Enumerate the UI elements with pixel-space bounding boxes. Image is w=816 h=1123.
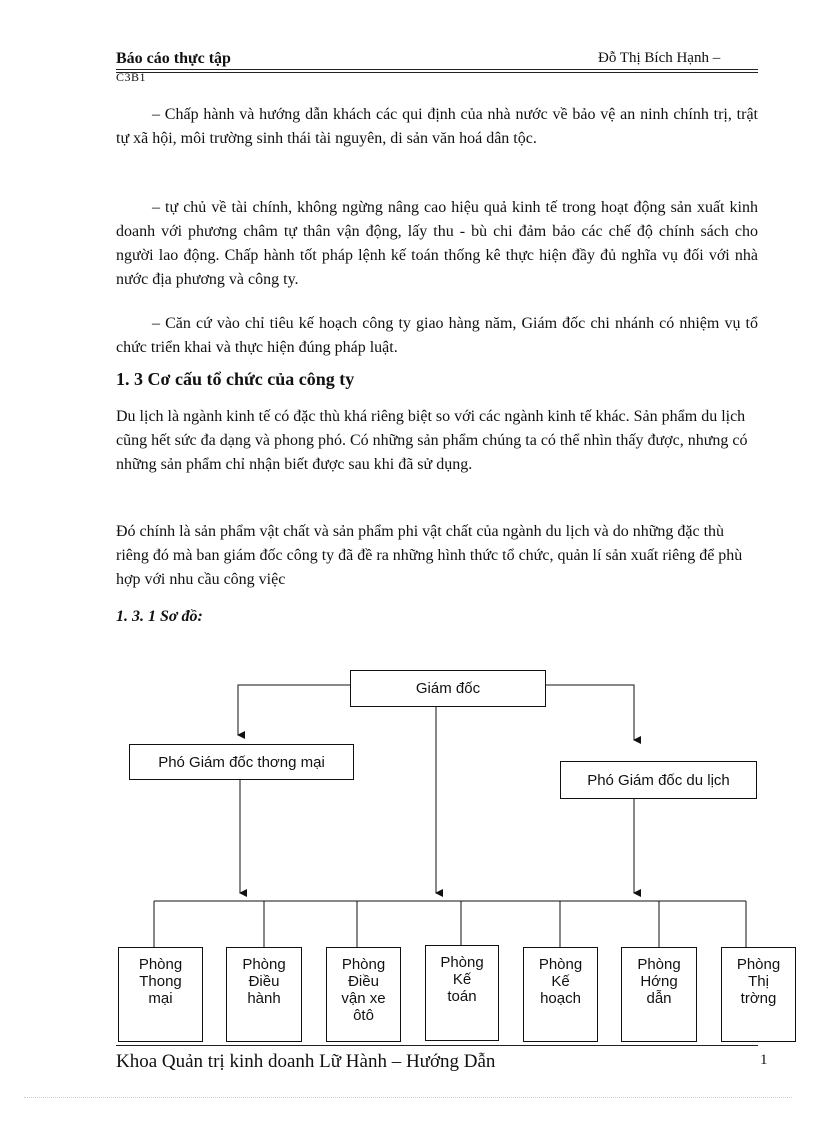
paragraph-2: – tự chủ về tài chính, không ngừng nâng cao hiệu quả kinh tế trong hoạt động sản xuất kinh doanh với phương châm tự thân vận động, lấy thu - bù chi đảm bảo các chế độ chính sách cho người lao động. Chấp hành tốt pháp lệnh kế toán thống kê thực hiện đầy đủ nghĩa vụ đối với nhà nước địa phương và công ty. (116, 199, 758, 288)
subsection-title: 1. 3. 1 Sơ đồ: (116, 608, 203, 625)
header-author: Đỗ Thị Bích Hạnh – (598, 50, 721, 66)
header-title: Báo cáo thực tập (116, 50, 231, 67)
paragraph-4: Du lịch là ngành kinh tế có đặc thù khá riêng biệt so với các ngành kinh tế khác. Sản phẩm du lịch cũng hết sức đa dạng và phong phó. Có những sản phẩm chúng ta có thể nhìn thấy được, nhưng có những sản phẩm chỉ nhận biết được sau khi đã sử dụng. (116, 408, 748, 473)
footer-text: Khoa Quản trị kinh doanh Lữ Hành – Hướng Dẫn (116, 1051, 496, 1072)
connector-director-to-deputy-tourism (546, 685, 634, 740)
org-box-dept-planning: Phòng Kế hoạch (523, 947, 598, 1042)
paragraph-1: – Chấp hành và hướng dẫn khách các qui định của nhà nước về bảo vệ an ninh chính trị, trật tự xã hội, môi trường sinh thái tài nguyên, di sản văn hoá dân tộc. (116, 106, 758, 147)
paragraph-5: Đó chính là sản phẩm vật chất và sản phẩm phi vật chất của ngành du lịch và do những đặc thù riêng đó mà ban giám đốc công ty đã đề ra những hình thức tổ chức, quản lí sản xuất riêng để phù hợp với nhu cầu công việc (116, 523, 743, 588)
connector-director-to-deputy-trade (238, 685, 350, 735)
org-box-director: Giám đốc (350, 670, 546, 707)
section-title: 1. 3 Cơ cấu tổ chức của công ty (116, 369, 355, 389)
header-class-code: C3B1 (116, 70, 147, 84)
org-box-deputy-trade: Phó Giám đốc thơng mại (129, 744, 354, 780)
page-bottom-dotted-line (24, 1097, 792, 1098)
org-box-deputy-tourism: Phó Giám đốc du lịch (560, 761, 757, 799)
org-box-dept-accounting: Phòng Kế toán (425, 945, 499, 1041)
org-box-dept-operations: Phòng Điều hành (226, 947, 302, 1042)
footer-rule (116, 1045, 758, 1046)
page-number: 1 (760, 1052, 768, 1068)
org-box-dept-market: Phòng Thị trờng (721, 947, 796, 1042)
org-box-dept-trade: Phòng Thong mại (118, 947, 203, 1042)
org-box-dept-guiding: Phòng Hớng dẫn (621, 947, 697, 1042)
paragraph-3: – Căn cứ vào chỉ tiêu kế hoạch công ty giao hàng năm, Giám đốc chi nhánh có nhiệm vụ tổ chức triển khai và thực hiện đúng pháp luật. (116, 315, 758, 356)
org-box-dept-transport: Phòng Điều vận xe ôtô (326, 947, 401, 1042)
